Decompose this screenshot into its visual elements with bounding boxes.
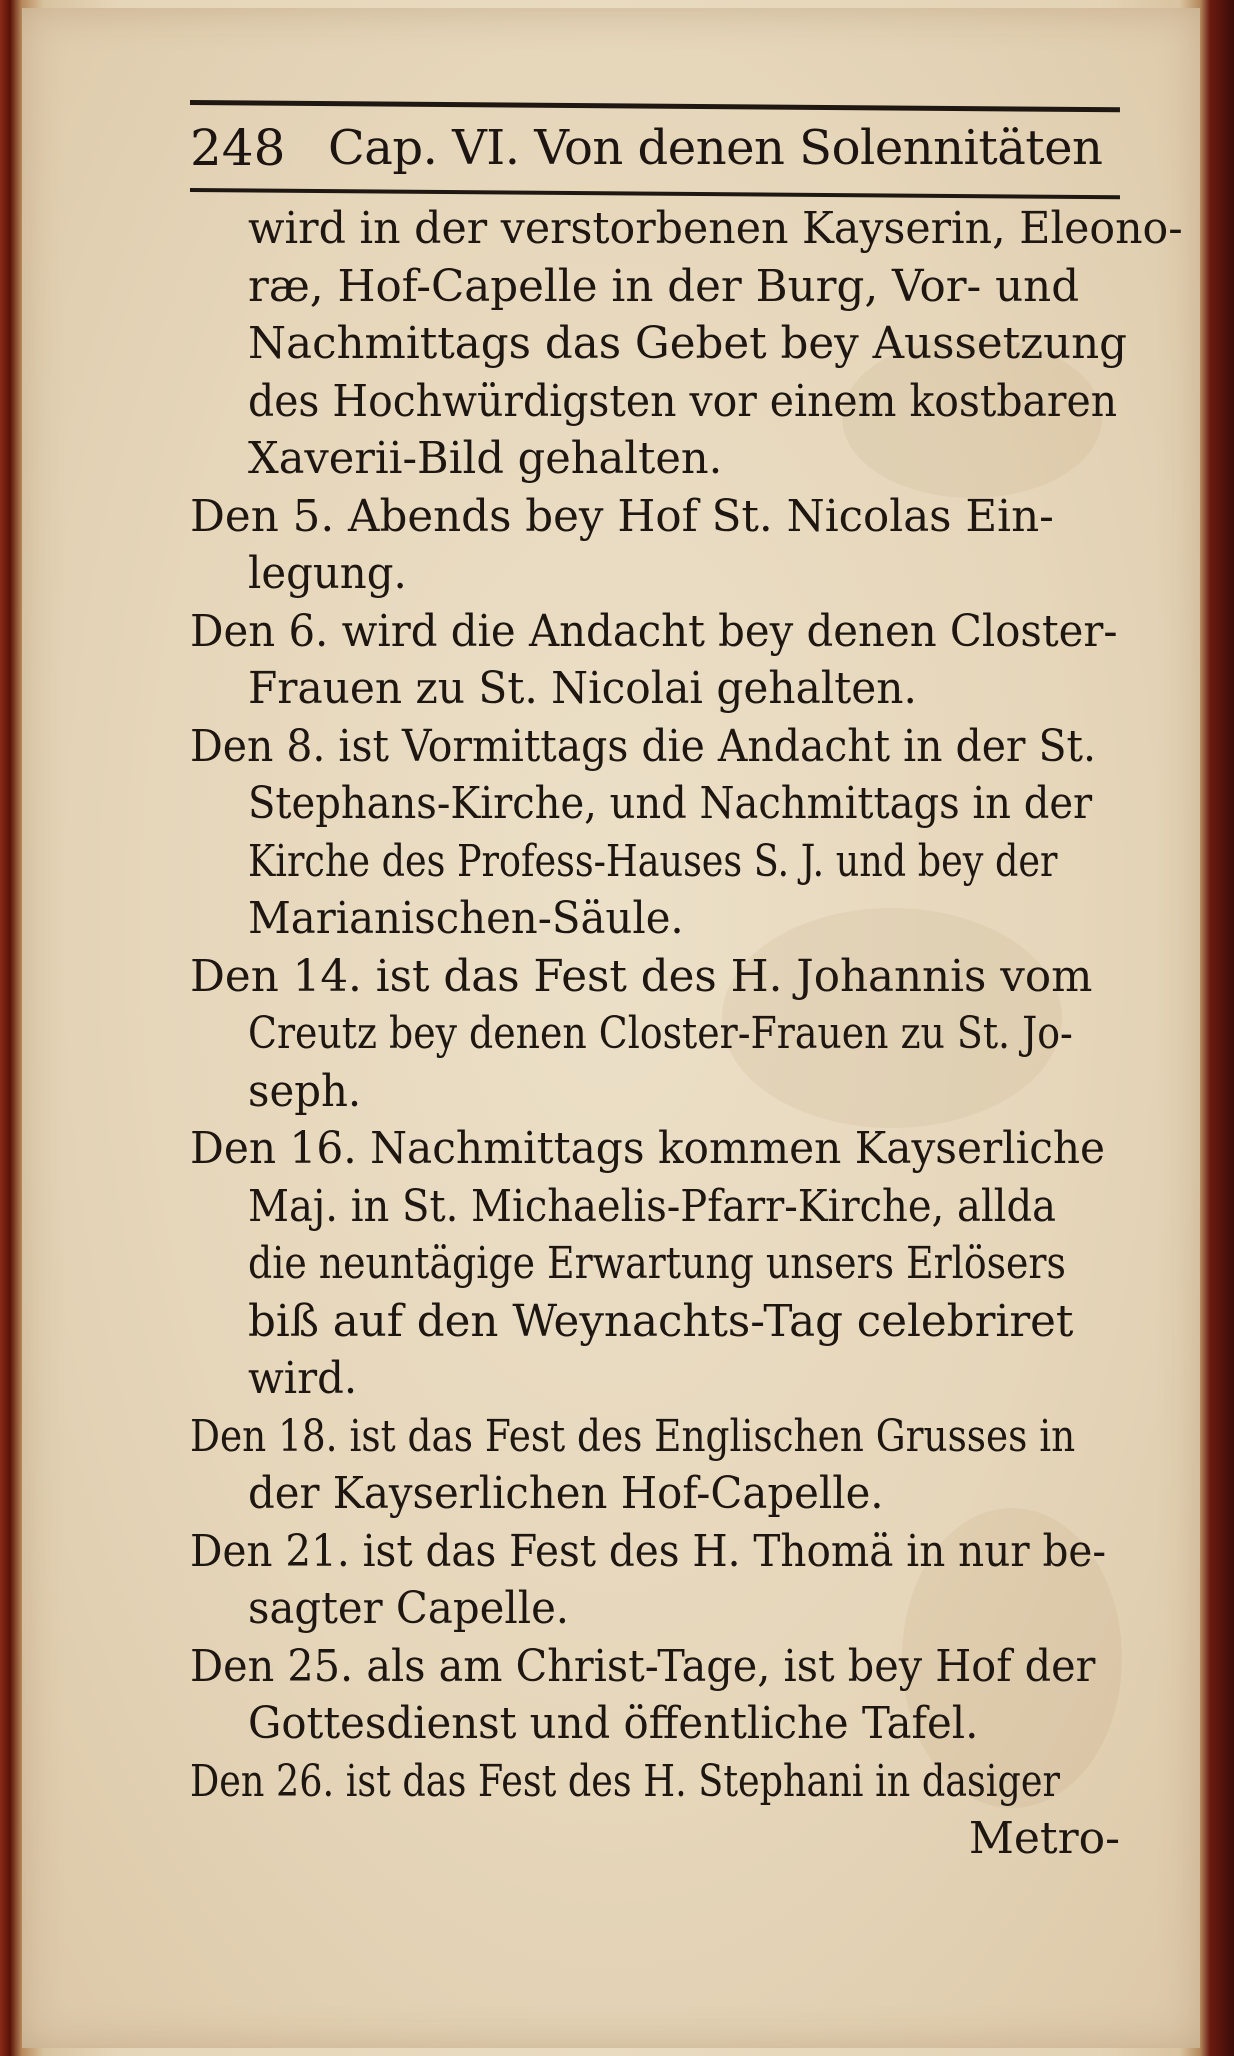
text-line [190, 1063, 1120, 1121]
continuation-line-text: Nachmittags das Gebet bey Aussetzung [248, 318, 1128, 369]
entry-line-text: Den 26. ist das Fest des H. Stephani in dasiger [190, 1755, 1060, 1807]
continuation-line-text: wird. [248, 1353, 358, 1404]
continuation-line-text: Xaverii-Bild gehalten. [248, 433, 723, 484]
text-line [190, 1350, 1120, 1408]
text-line [190, 1408, 1120, 1466]
entry-line-text: Den 25. als am Christ-Tage, ist bey Hof der [190, 1640, 1096, 1692]
text-line [190, 660, 1120, 718]
continuation-line-text: Creutz bey denen Closter-Frauen zu St. Jo- [248, 1008, 1073, 1059]
continuation-line-text: Gottesdienst und öffentliche Tafel. [248, 1698, 979, 1749]
text-line [190, 1753, 1120, 1811]
catchword-line [190, 1810, 1120, 1868]
text-line [190, 258, 1120, 316]
continuation-line-text: wird in der verstorbenen Kayserin, Eleono- [248, 203, 1183, 254]
continuation-line-text: Maj. in St. Michaelis-Pfarr-Kirche, allda [248, 1180, 1056, 1232]
text-line [190, 1005, 1120, 1063]
text-line [190, 948, 1120, 1006]
continuation-line-text: Frauen zu St. Nicolai gehalten. [248, 663, 917, 714]
continuation-line-text: Marianischen-Säule. [248, 893, 684, 944]
text-line [190, 1523, 1120, 1581]
entry-line-text: Den 5. Abends bey Hof St. Nicolas Ein- [190, 490, 1054, 542]
text-line [190, 718, 1120, 776]
continuation-line-text: Stephans-Kirche, und Nachmittags in der [248, 778, 1093, 829]
text-line [190, 488, 1120, 546]
continuation-line-text: Kirche des Profess-Hauses S. J. und bey der [248, 835, 1058, 887]
text-line [190, 1178, 1120, 1236]
continuation-line-text: legung. [248, 548, 407, 599]
page-header [190, 118, 1120, 188]
continuation-line-text: seph. [248, 1065, 362, 1117]
text-line [190, 1465, 1120, 1523]
text-line [190, 315, 1128, 373]
text-line [190, 833, 1120, 891]
continuation-line-text: ræ, Hof-Capelle in der Burg, Vor- und [248, 260, 1080, 312]
continuation-line-text: die neuntägige Erwartung unsers Erlösers [248, 1238, 1066, 1289]
body-text [190, 200, 1183, 1868]
text-line [190, 1638, 1120, 1696]
text-line [190, 1695, 1120, 1753]
text-line [190, 200, 1183, 258]
entry-line-text: Den 14. ist das Fest des H. Johannis vom [190, 950, 1093, 1002]
entry-line-text: Den 16. Nachmittags kommen Kayserliche [190, 1123, 1106, 1174]
text-line [190, 430, 1120, 488]
text-line [190, 545, 1120, 603]
continuation-line-text: des Hochwürdigsten vor einem kostbaren [248, 375, 1118, 427]
text-line [190, 1580, 1120, 1638]
text-line [190, 775, 1120, 833]
text-line [190, 603, 1120, 661]
continuation-line-text: der Kayserlichen Hof-Capelle. [248, 1468, 884, 1519]
text-line [190, 1293, 1120, 1351]
catchword: Metro- [968, 1813, 1120, 1864]
text-line [190, 1235, 1120, 1293]
entry-line-text: Den 18. ist das Fest des Englischen Grusses in [190, 1410, 1076, 1462]
entry-line-text: Den 21. ist das Fest des H. Thomä in nur be- [190, 1525, 1107, 1577]
entry-line-text: Den 8. ist Vormittags die Andacht in der St. [190, 720, 1096, 772]
text-line [190, 1120, 1120, 1178]
page-number: 248 [190, 119, 286, 177]
continuation-line-text: sagter Capelle. [248, 1583, 570, 1634]
continuation-line-text: biß auf den Weynachts-Tag celebriret [248, 1295, 1074, 1347]
text-line [190, 890, 1120, 948]
entry-line-text: Den 6. wird die Andacht bey denen Closter- [190, 605, 1118, 657]
running-head: Cap. VI. Von denen Solennitäten [328, 120, 1103, 176]
text-line [190, 373, 1120, 431]
